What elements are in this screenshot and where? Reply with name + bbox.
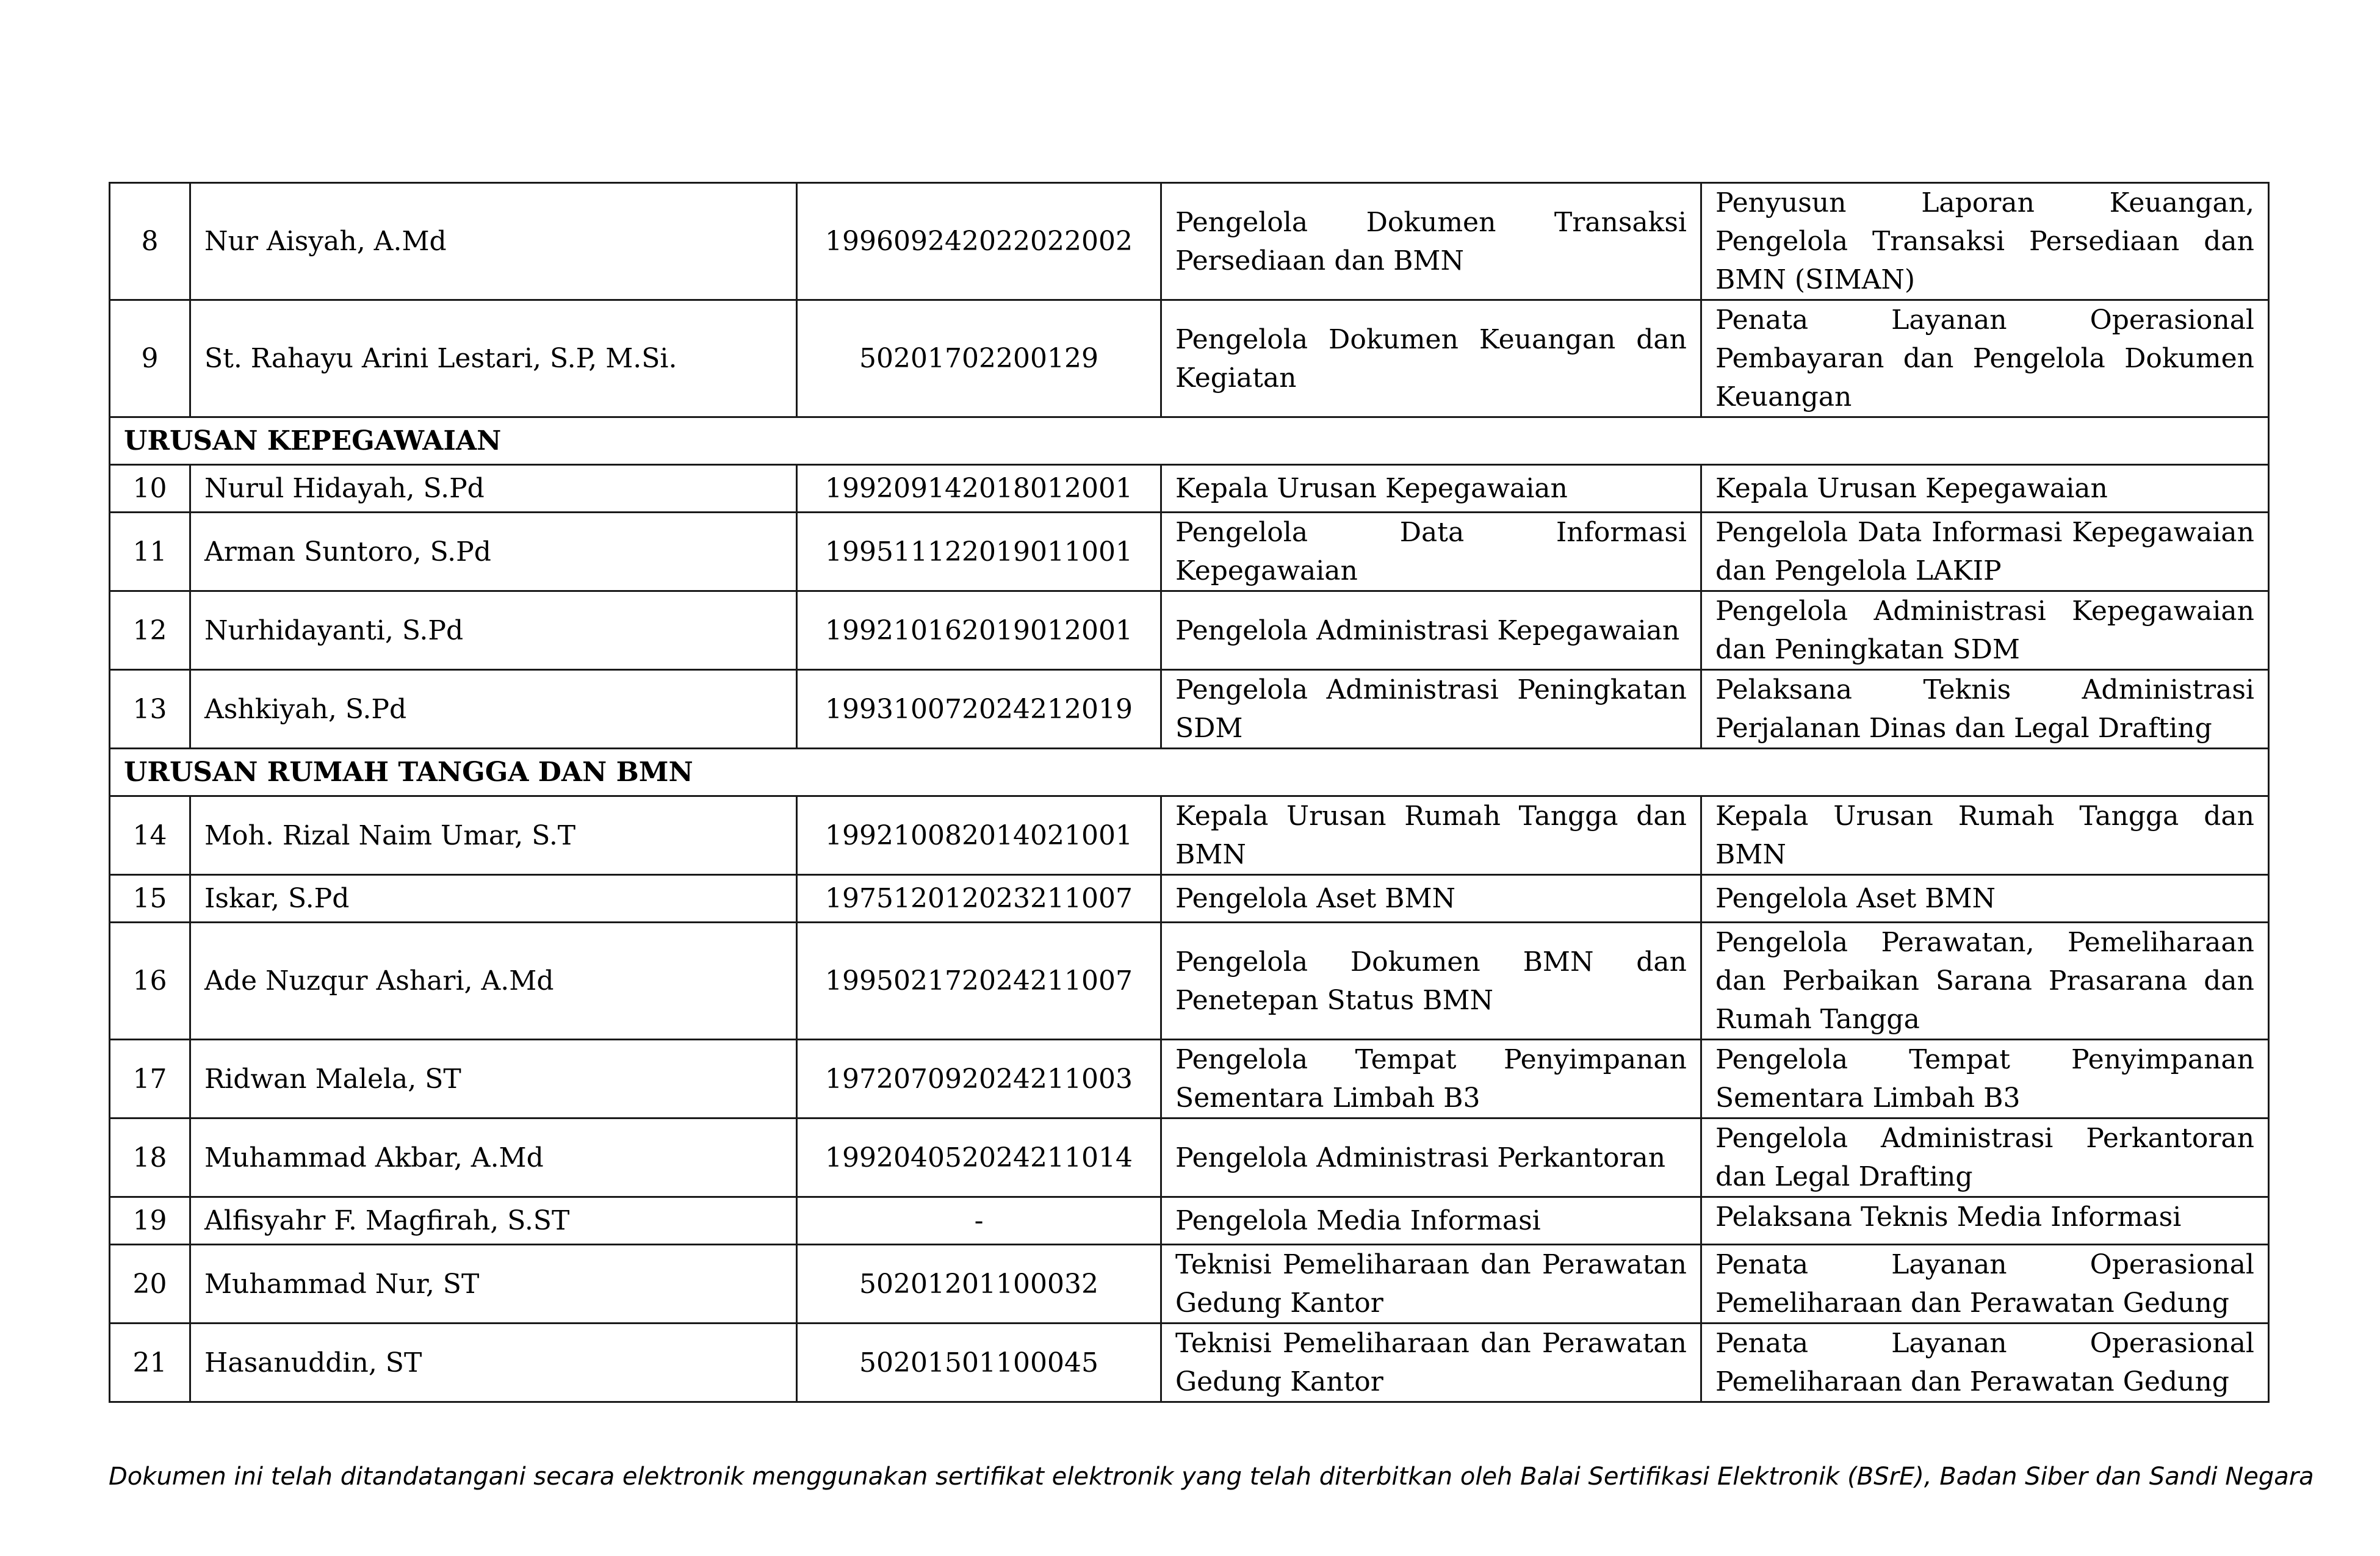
employee-duty: Penata Layanan Operasional Pembayaran dan Pengelola Dokumen Keuangan <box>1701 300 2269 417</box>
row-number: 21 <box>110 1324 190 1402</box>
employee-name: Nur Aisyah, A.Md <box>190 183 797 300</box>
employee-duty: Pengelola Administrasi Perkantoran dan Legal Drafting <box>1701 1118 2269 1197</box>
table-row <box>110 670 2269 749</box>
employee-position: Pengelola Administrasi Peningkatan SDM <box>1161 670 1701 749</box>
employee-duty: Penata Layanan Operasional Pemeliharaan dan Perawatan Gedung <box>1701 1324 2269 1402</box>
employee-duty: Penata Layanan Operasional Pemeliharaan dan Perawatan Gedung <box>1701 1245 2269 1324</box>
employee-nip: 199310072024212019 <box>797 670 1161 749</box>
employee-nip: 199210082014021001 <box>797 796 1161 875</box>
employee-position: Pengelola Dokumen BMN dan Penetepan Status BMN <box>1161 923 1701 1040</box>
employee-name: Ade Nuzqur Ashari, A.Md <box>190 923 797 1040</box>
employee-position: Pengelola Data Informasi Kepegawaian <box>1161 513 1701 591</box>
employee-position: Kepala Urusan Rumah Tangga dan BMN <box>1161 796 1701 875</box>
table-row <box>110 183 2269 300</box>
row-number: 9 <box>110 300 190 417</box>
employee-name: Moh. Rizal Naim Umar, S.T <box>190 796 797 875</box>
employee-nip: 50201201100032 <box>797 1245 1161 1324</box>
employee-nip: 199511122019011001 <box>797 513 1161 591</box>
row-number: 8 <box>110 183 190 300</box>
table-row <box>110 875 2269 923</box>
table-row <box>110 591 2269 670</box>
employee-nip: 199502172024211007 <box>797 923 1161 1040</box>
row-number: 12 <box>110 591 190 670</box>
employee-duty: Penyusun Laporan Keuangan, Pengelola Transaksi Persediaan dan BMN (SIMAN) <box>1701 183 2269 300</box>
employee-name: Arman Suntoro, S.Pd <box>190 513 797 591</box>
table-row <box>110 1324 2269 1402</box>
employee-position: Pengelola Aset BMN <box>1161 875 1701 923</box>
employee-name: Ashkiyah, S.Pd <box>190 670 797 749</box>
employee-nip: 197207092024211003 <box>797 1040 1161 1118</box>
employee-nip: 50201702200129 <box>797 300 1161 417</box>
staff-assignment-table <box>109 182 2270 1403</box>
employee-duty: Pengelola Data Informasi Kepegawaian dan Pengelola LAKIP <box>1701 513 2269 591</box>
employee-name: Iskar, S.Pd <box>190 875 797 923</box>
employee-position: Pengelola Dokumen Transaksi Persediaan dan BMN <box>1161 183 1701 300</box>
employee-position: Teknisi Pemeliharaan dan Perawatan Gedung Kantor <box>1161 1324 1701 1402</box>
employee-nip: 197512012023211007 <box>797 875 1161 923</box>
table-row <box>110 1245 2269 1324</box>
row-number: 19 <box>110 1197 190 1245</box>
electronic-signature-note: Dokumen ini telah ditandatangani secara elektronik menggunakan sertifikat elektronik yang telah diterbitkan oleh Balai Sertifikasi Elektronik (BSrE), Badan Siber dan Sandi Negara <box>109 1463 2314 1491</box>
employee-name: Alfisyahr F. Magfirah, S.ST <box>190 1197 797 1245</box>
row-number: 16 <box>110 923 190 1040</box>
table-row <box>110 1118 2269 1197</box>
employee-position: Pengelola Tempat Penyimpanan Sementara Limbah B3 <box>1161 1040 1701 1118</box>
row-number: 13 <box>110 670 190 749</box>
row-number: 18 <box>110 1118 190 1197</box>
table-row <box>110 1040 2269 1118</box>
row-number: 15 <box>110 875 190 923</box>
employee-name: Hasanuddin, ST <box>190 1324 797 1402</box>
employee-nip: - <box>797 1197 1161 1245</box>
row-number: 17 <box>110 1040 190 1118</box>
employee-duty: Pelaksana Teknis Media Informasi <box>1701 1197 2269 1245</box>
employee-duty: Pengelola Perawatan, Pemeliharaan dan Perbaikan Sarana Prasarana dan Rumah Tangga <box>1701 923 2269 1040</box>
table-row <box>110 796 2269 875</box>
section-title: URUSAN RUMAH TANGGA DAN BMN <box>110 749 2269 796</box>
row-number: 20 <box>110 1245 190 1324</box>
row-number: 14 <box>110 796 190 875</box>
employee-position: Pengelola Administrasi Perkantoran <box>1161 1118 1701 1197</box>
employee-position: Pengelola Media Informasi <box>1161 1197 1701 1245</box>
employee-name: St. Rahayu Arini Lestari, S.P, M.Si. <box>190 300 797 417</box>
employee-position: Pengelola Dokumen Keuangan dan Kegiatan <box>1161 300 1701 417</box>
employee-duty: Pengelola Aset BMN <box>1701 875 2269 923</box>
employee-duty: Pengelola Tempat Penyimpanan Sementara Limbah B3 <box>1701 1040 2269 1118</box>
employee-duty: Kepala Urusan Kepegawaian <box>1701 465 2269 513</box>
row-number: 10 <box>110 465 190 513</box>
section-header-row <box>110 749 2269 796</box>
table-row <box>110 465 2269 513</box>
table-row <box>110 513 2269 591</box>
section-title: URUSAN KEPEGAWAIAN <box>110 417 2269 465</box>
row-number: 11 <box>110 513 190 591</box>
employee-name: Muhammad Nur, ST <box>190 1245 797 1324</box>
employee-position: Kepala Urusan Kepegawaian <box>1161 465 1701 513</box>
employee-nip: 50201501100045 <box>797 1324 1161 1402</box>
employee-name: Muhammad Akbar, A.Md <box>190 1118 797 1197</box>
table-row <box>110 300 2269 417</box>
table-row <box>110 923 2269 1040</box>
employee-position: Pengelola Administrasi Kepegawaian <box>1161 591 1701 670</box>
employee-nip: 199210162019012001 <box>797 591 1161 670</box>
employee-name: Nurhidayanti, S.Pd <box>190 591 797 670</box>
employee-position: Teknisi Pemeliharaan dan Perawatan Gedung Kantor <box>1161 1245 1701 1324</box>
table-row <box>110 1197 2269 1245</box>
employee-duty: Pelaksana Teknis Administrasi Perjalanan Dinas dan Legal Drafting <box>1701 670 2269 749</box>
employee-name: Ridwan Malela, ST <box>190 1040 797 1118</box>
employee-name: Nurul Hidayah, S.Pd <box>190 465 797 513</box>
employee-nip: 199204052024211014 <box>797 1118 1161 1197</box>
section-header-row <box>110 417 2269 465</box>
employee-duty: Kepala Urusan Rumah Tangga dan BMN <box>1701 796 2269 875</box>
employee-nip: 199609242022022002 <box>797 183 1161 300</box>
employee-duty: Pengelola Administrasi Kepegawaian dan Peningkatan SDM <box>1701 591 2269 670</box>
employee-nip: 199209142018012001 <box>797 465 1161 513</box>
